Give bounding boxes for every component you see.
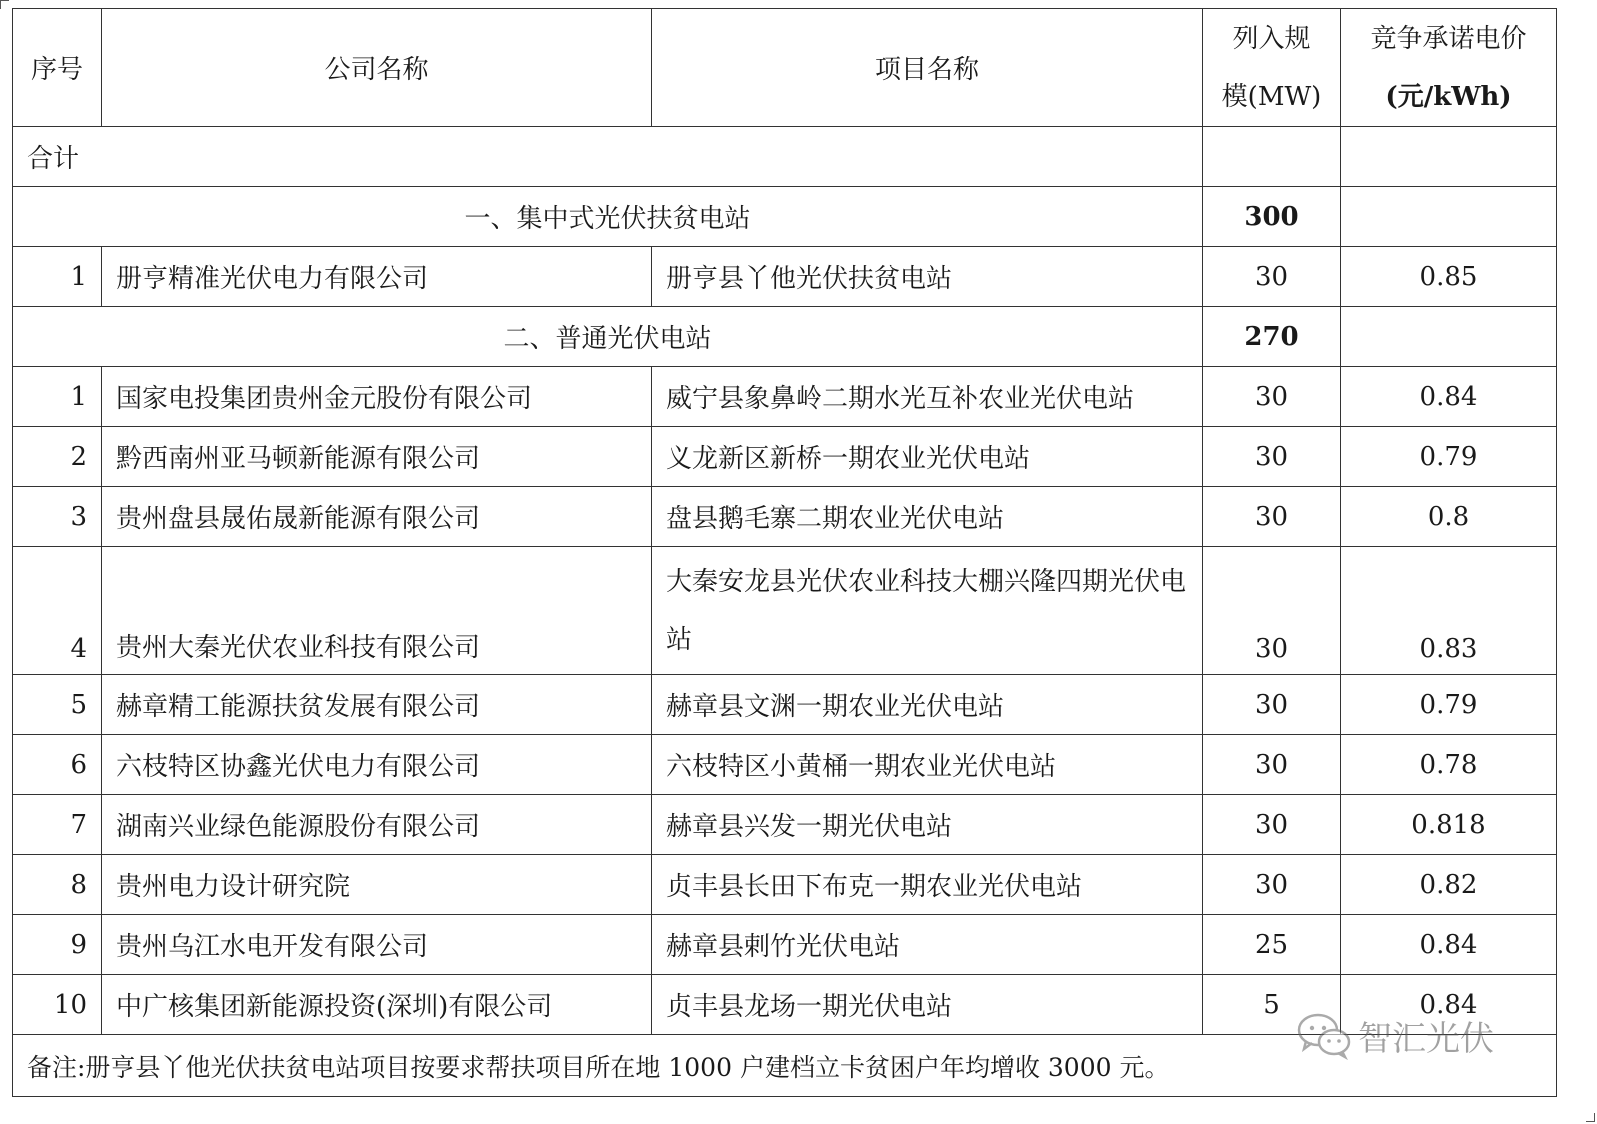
row-price: 0.79 [1341, 675, 1557, 735]
row-seq: 8 [13, 855, 102, 915]
table-row [13, 427, 1557, 487]
row-scale: 30 [1203, 247, 1341, 307]
row-seq: 7 [13, 795, 102, 855]
row-price: 0.83 [1341, 547, 1557, 675]
row-company: 贵州电力设计研究院 [102, 855, 652, 915]
document-sheet [12, 8, 1556, 1097]
row-company: 贵州乌江水电开发有限公司 [102, 915, 652, 975]
total-row [13, 127, 1557, 187]
section2-title-row [13, 307, 1557, 367]
section2-subtotal: 270 [1203, 307, 1341, 367]
row-project: 大秦安龙县光伏农业科技大棚兴隆四期光伏电站 [652, 547, 1203, 675]
header-seq: 序号 [13, 9, 102, 127]
section1-title: 一、集中式光伏扶贫电站 [13, 187, 1203, 247]
row-seq: 1 [13, 247, 102, 307]
row-scale: 30 [1203, 547, 1341, 675]
row-scale: 30 [1203, 427, 1341, 487]
row-scale: 30 [1203, 735, 1341, 795]
table-row [13, 915, 1557, 975]
total-scale [1203, 127, 1341, 187]
watermark [1296, 1010, 1494, 1060]
row-seq: 1 [13, 367, 102, 427]
row-price: 0.85 [1341, 247, 1557, 307]
total-price [1341, 127, 1557, 187]
row-scale: 5 [1203, 975, 1341, 1035]
table-row [13, 735, 1557, 795]
row-scale: 30 [1203, 367, 1341, 427]
row-project: 赫章县文渊一期农业光伏电站 [652, 675, 1203, 735]
row-scale: 30 [1203, 487, 1341, 547]
row-seq: 2 [13, 427, 102, 487]
row-company: 贵州盘县晟佑晟新能源有限公司 [102, 487, 652, 547]
row-project: 赫章县剌竹光伏电站 [652, 915, 1203, 975]
row-price: 0.79 [1341, 427, 1557, 487]
header-scale [1203, 9, 1341, 127]
row-company: 湖南兴业绿色能源股份有限公司 [102, 795, 652, 855]
row-scale: 30 [1203, 795, 1341, 855]
row-price: 0.82 [1341, 855, 1557, 915]
row-project: 盘县鹅毛寨二期农业光伏电站 [652, 487, 1203, 547]
row-company: 赫章精工能源扶贫发展有限公司 [102, 675, 652, 735]
crop-mark-top-left [0, 0, 9, 9]
total-label: 合计 [13, 127, 1203, 187]
row-price: 0.84 [1341, 367, 1557, 427]
row-company: 贵州大秦光伏农业科技有限公司 [102, 547, 652, 675]
table-row [13, 855, 1557, 915]
header-price [1341, 9, 1557, 127]
row-company: 黔西南州亚马顿新能源有限公司 [102, 427, 652, 487]
header-scale-line2: 模(MW) [1221, 81, 1322, 112]
table-row [13, 247, 1557, 307]
row-seq: 5 [13, 675, 102, 735]
table-header-row [13, 9, 1557, 127]
row-seq: 4 [13, 547, 102, 675]
row-scale: 25 [1203, 915, 1341, 975]
pv-project-table [12, 8, 1557, 1097]
section1-title-row [13, 187, 1557, 247]
row-scale: 30 [1203, 855, 1341, 915]
row-price: 0.78 [1341, 735, 1557, 795]
row-company: 中广核集团新能源投资(深圳)有限公司 [102, 975, 652, 1035]
row-seq: 10 [13, 975, 102, 1035]
row-price: 0.84 [1341, 975, 1557, 1035]
header-project: 项目名称 [652, 9, 1203, 127]
row-scale: 30 [1203, 675, 1341, 735]
row-seq: 9 [13, 915, 102, 975]
row-price: 0.84 [1341, 915, 1557, 975]
table-row [13, 795, 1557, 855]
row-project: 义龙新区新桥一期农业光伏电站 [652, 427, 1203, 487]
header-company: 公司名称 [102, 9, 652, 127]
row-project: 六枝特区小黄桶一期农业光伏电站 [652, 735, 1203, 795]
row-seq: 3 [13, 487, 102, 547]
watermark-text: 智汇光伏 [1358, 1018, 1494, 1059]
row-company: 册亨精准光伏电力有限公司 [102, 247, 652, 307]
section2-title: 二、普通光伏电站 [13, 307, 1203, 367]
header-scale-line1: 列入规 [1232, 23, 1311, 54]
row-company: 国家电投集团贵州金元股份有限公司 [102, 367, 652, 427]
row-project: 威宁县象鼻岭二期水光互补农业光伏电站 [652, 367, 1203, 427]
header-price-line2: (元/kWh) [1385, 81, 1512, 112]
table-row [13, 367, 1557, 427]
table-row [13, 547, 1557, 675]
row-seq: 6 [13, 735, 102, 795]
row-price: 0.8 [1341, 487, 1557, 547]
row-price: 0.818 [1341, 795, 1557, 855]
wechat-icon [1296, 1010, 1352, 1060]
row-project: 贞丰县长田下布克一期农业光伏电站 [652, 855, 1203, 915]
section1-price [1341, 187, 1557, 247]
section1-subtotal: 300 [1203, 187, 1341, 247]
table-row [13, 675, 1557, 735]
table-row [13, 487, 1557, 547]
note-text: 备注:册亨县丫他光伏扶贫电站项目按要求帮扶项目所在地 1000 户建档立卡贫困户年均增收 3000 元。 [13, 1035, 1557, 1097]
section2-price [1341, 307, 1557, 367]
row-project: 赫章县兴发一期光伏电站 [652, 795, 1203, 855]
row-project: 贞丰县龙场一期光伏电站 [652, 975, 1203, 1035]
crop-mark-bottom-right [1586, 1113, 1595, 1122]
row-project: 册亨县丫他光伏扶贫电站 [652, 247, 1203, 307]
header-price-line1: 竞争承诺电价 [1370, 23, 1527, 54]
row-company: 六枝特区协鑫光伏电力有限公司 [102, 735, 652, 795]
